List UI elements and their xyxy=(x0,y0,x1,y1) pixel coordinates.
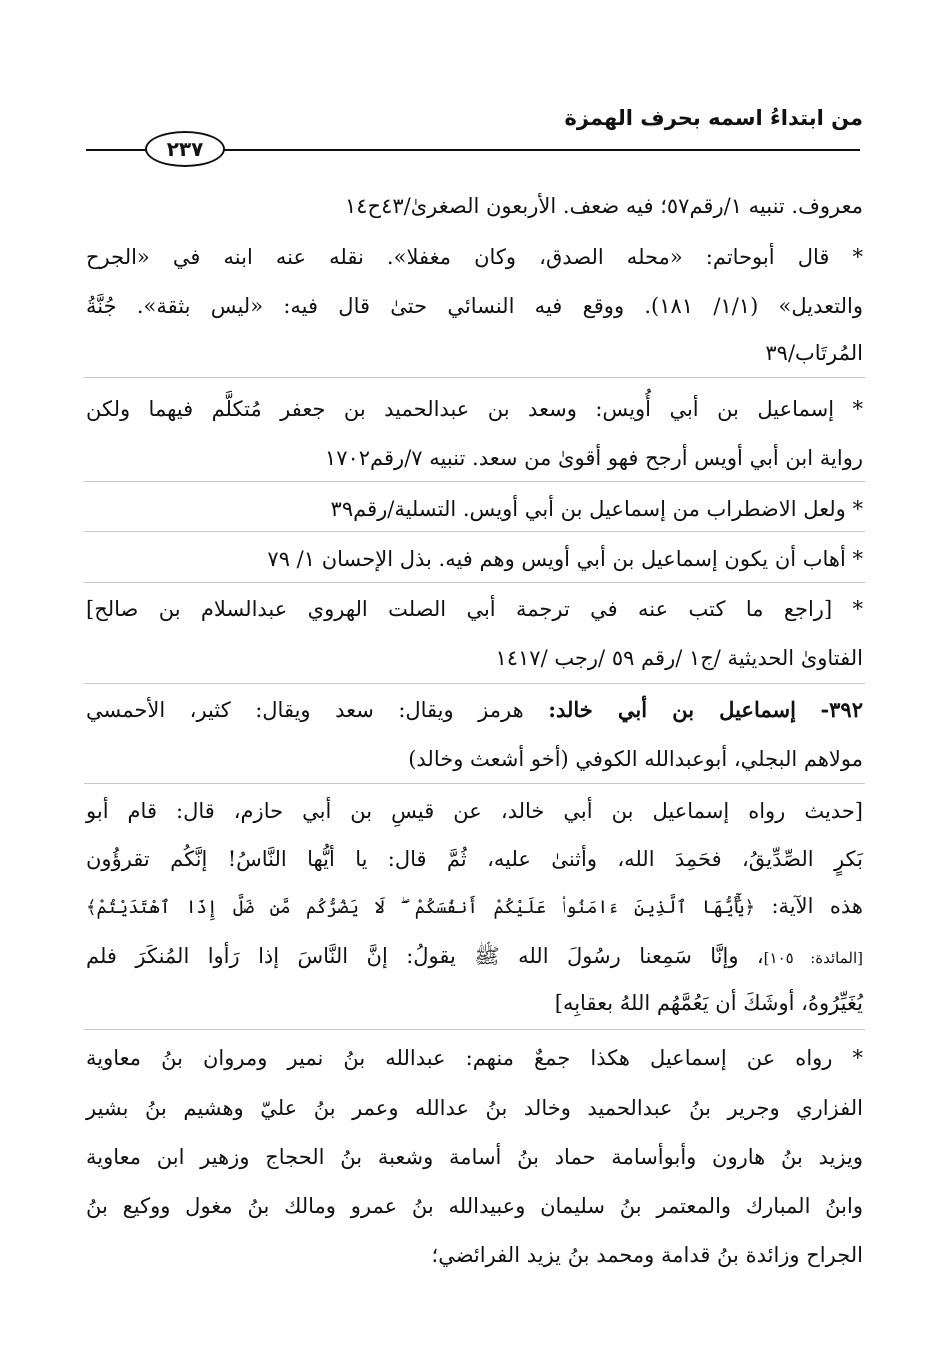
text-line: * أهاب أن يكون إسماعيل بن أبي أويس وهم فيه. بذل الإحسان ١/ ٧٩ xyxy=(267,547,863,571)
entry-separator xyxy=(84,582,865,583)
text-line: * ولعل الاضطراب من إسماعيل بن أبي أويس. التسلية/رقم٣٩ xyxy=(330,497,863,521)
text-line xyxy=(86,936,863,978)
text-line: ويزيد بنُ هارون وأبوأسامة حماد بنُ أسامة وشعبة بنُ الحجاج وزهير ابن معاوية xyxy=(86,1145,863,1169)
entry-heading-line xyxy=(86,690,863,730)
text-line: * [راجع ما كتب عنه في ترجمة أبي الصلت الهروي عبدالسلام بن صالح] xyxy=(86,597,863,621)
verse-reference: [المائدة: ١٠٥] xyxy=(763,949,864,967)
text-line: * إسماعيل بن أبي أُويس: وسعد بن عبدالحميد بن جعفر مُتكلَّم فيهما ولكن xyxy=(86,397,863,421)
entry-separator xyxy=(84,531,865,532)
text-line: المُرتَاب/٣٩ xyxy=(765,341,863,365)
entry-name: إسماعيل بن أبي خالد: xyxy=(548,697,796,722)
page-number: ٢٣٧ xyxy=(145,131,225,167)
text-line: [حديث رواه إسماعيل بن أبي خالد، عن قيسِ بن أبي حازم، قال: قام أبو xyxy=(86,799,863,823)
text-line: الجراح وزائدة بنُ قدامة ومحمد بنُ يزيد الفرائضي؛ xyxy=(431,1243,863,1267)
text-line: والتعديل» (١/١/ ١٨١). ووقع فيه النسائي حتىٰ قال فيه: «ليس بثقة». جُنَّةُ xyxy=(86,294,863,318)
text-line: الفزاري وجرير بنُ عبدالحميد وخالد بنُ عدالله وعمر بنُ عليّ وهشيم بنُ بشير xyxy=(86,1096,863,1120)
text-rest: ، وإنَّا سَمِعنا رسُولَ الله ﷺ يقولُ: إنَّ النَّاسَ إذا رَأوا المُنكَرَ فلم xyxy=(86,944,764,968)
entry-separator xyxy=(84,683,865,684)
entry-separator xyxy=(84,1029,865,1030)
entry-number: ٣٩٢- xyxy=(820,697,863,722)
text-line: يُغَيِّرُوهُ، أوشَكَ أن يَعُمَّهُم اللهُ بعقابِه] xyxy=(554,991,863,1015)
entry-separator xyxy=(84,481,865,482)
text-line: بَكرٍ الصِّدِّيقُ، فحَمِدَ الله، وأثنىٰ عليه، ثُمَّ قال: يا أيُّها النَّاسُ! إنَّكُم تقرؤُون xyxy=(86,847,863,871)
quran-intro: هذه الآية: xyxy=(755,894,863,918)
entry-rest: هرمز ويقال: سعد ويقال: كثير، الأحمسي xyxy=(86,698,549,722)
text-line: * قال أبوحاتم: «محله الصدق، وكان مغفلا». نقله عنه ابنه في «الجرح xyxy=(86,245,863,269)
text-line: مولاهم البجلي، أبوعبدالله الكوفي (أخو أشعث وخالد) xyxy=(408,747,863,771)
text-line: معروف. تنبيه ١/رقم٥٧؛ فيه ضعف. الأربعون الصغرىٰ/٤٣ح١٤ xyxy=(344,194,863,218)
text-line: وابنُ المبارك والمعتمر بنُ سليمان وعبيدالله بنُ عمرو ومالك بنُ مغول ووكيع بنُ xyxy=(86,1194,863,1218)
quran-line xyxy=(86,886,863,928)
text-line: * رواه عن إسماعيل هكذا جمعٌ منهم: عبدالله بنُ نمير ومروان بنُ معاوية xyxy=(86,1046,863,1070)
text-line: الفتاوىٰ الحديثية /ج١ /رقم ٥٩ /رجب /١٤١٧ xyxy=(495,646,863,670)
entry-separator xyxy=(84,377,865,378)
text-line: رواية ابن أبي أويس أرجح فهو أقوىٰ من سعد. تنبيه ٧/رقم١٧٠٢ xyxy=(324,446,863,470)
quran-verse: ﴿يَٰٓأَيُّهَا ٱلَّذِينَ ءَامَنُوا۟ عَلَيْكُمْ أَنفُسَكُمْ ۖ لَا يَضُرُّكُم مَّن ضَلَّ إِذَا ٱهْتَدَيْتُمْ﴾ xyxy=(86,897,756,918)
entry-separator xyxy=(84,783,865,784)
running-title: من ابتداءُ اسمه بحرف الهمزة xyxy=(564,106,863,130)
